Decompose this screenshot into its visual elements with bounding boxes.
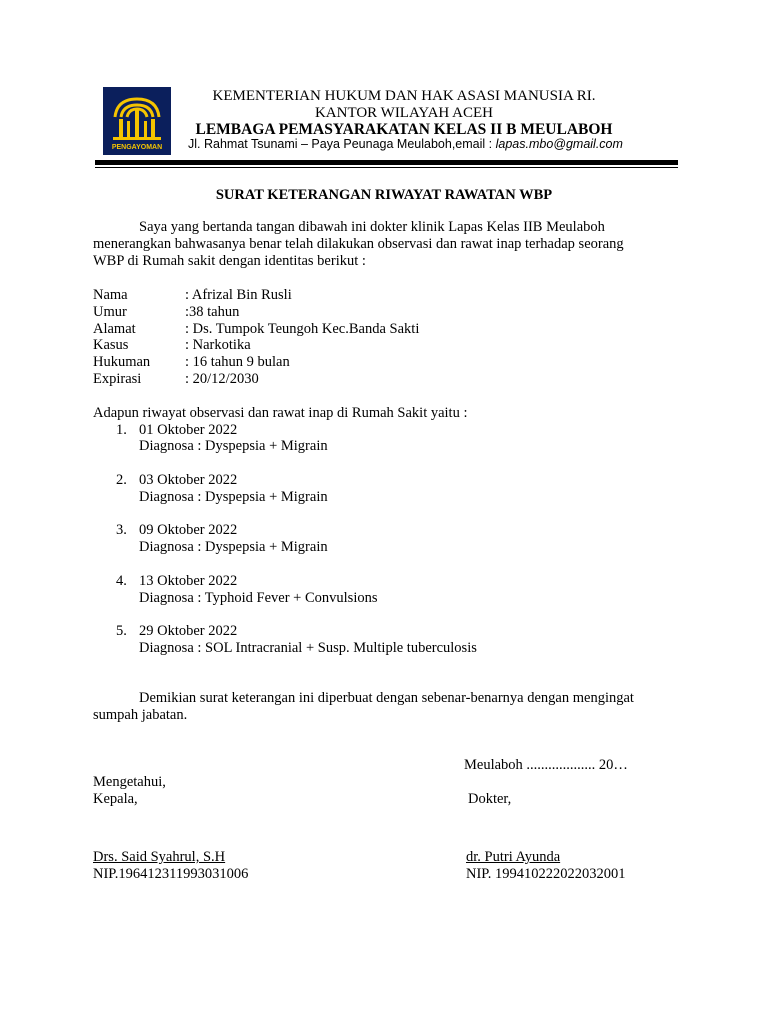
identity-label: Nama bbox=[93, 287, 128, 303]
header-regional-office: KANTOR WILAYAH ACEH bbox=[314, 105, 494, 121]
history-diagnosis: Diagnosa : SOL Intracranial + Susp. Multiple tuberculosis bbox=[139, 640, 477, 656]
history-diagnosis: Diagnosa : Dyspepsia + Migrain bbox=[139, 438, 328, 454]
document-title: SURAT KETERANGAN RIWAYAT RAWATAN WBP bbox=[215, 187, 553, 203]
history-date: 09 Oktober 2022 bbox=[139, 522, 238, 538]
address-text: Jl. Rahmat Tsunami – Paya Peunaga Meulaboh,email : bbox=[188, 137, 496, 151]
history-number: 2. bbox=[116, 472, 127, 488]
header-ministry: KEMENTERIAN HUKUM DAN HAK ASASI MANUSIA RI. bbox=[212, 88, 596, 104]
identity-label: Kasus bbox=[93, 337, 129, 353]
history-number: 1. bbox=[116, 422, 127, 438]
history-intro: Adapun riwayat observasi dan rawat inap di Rumah Sakit yaitu : bbox=[93, 405, 468, 421]
logo-text: PENGAYOMAN bbox=[111, 144, 163, 151]
doctor-name: dr. Putri Ayunda bbox=[466, 849, 561, 865]
place-date: Meulaboh ................... 20… bbox=[464, 757, 628, 773]
identity-label: Hukuman bbox=[93, 354, 151, 370]
identity-value: : 16 tahun 9 bulan bbox=[185, 354, 290, 370]
acknowledged-label: Mengetahui, bbox=[93, 774, 166, 790]
history-diagnosis: Diagnosa : Typhoid Fever + Convulsions bbox=[139, 590, 378, 606]
email-text: lapas.mbo@gmail.com bbox=[495, 137, 623, 151]
head-role: Kepala, bbox=[93, 791, 138, 807]
closing-line-1: Demikian surat keterangan ini diperbuat dengan sebenar-benarnya dengan mengingat bbox=[139, 690, 634, 706]
history-date: 03 Oktober 2022 bbox=[139, 472, 238, 488]
history-number: 4. bbox=[116, 573, 127, 589]
identity-label: Umur bbox=[93, 304, 127, 320]
header-address bbox=[188, 137, 623, 151]
header-institution: LEMBAGA PEMASYARAKATAN KELAS II B MEULABOH bbox=[195, 121, 613, 138]
history-diagnosis: Diagnosa : Dyspepsia + Migrain bbox=[139, 489, 328, 505]
intro-line-3: WBP di Rumah sakit dengan identitas berikut : bbox=[93, 253, 366, 269]
identity-label: Expirasi bbox=[93, 371, 142, 387]
header-rule-thin bbox=[95, 167, 678, 168]
history-date: 29 Oktober 2022 bbox=[139, 623, 238, 639]
identity-value: : Narkotika bbox=[185, 337, 251, 353]
intro-line-2: menerangkan bahwasanya benar telah dilakukan observasi dan rawat inap terhadap seorang bbox=[93, 236, 624, 252]
doctor-role: Dokter, bbox=[468, 791, 512, 807]
identity-value: :38 tahun bbox=[185, 304, 240, 320]
intro-line-1: Saya yang bertanda tangan dibawah ini dokter klinik Lapas Kelas IIB Meulaboh bbox=[139, 219, 605, 235]
head-nip: NIP.196412311993031006 bbox=[93, 866, 249, 882]
history-number: 5. bbox=[116, 623, 127, 639]
identity-label: Alamat bbox=[93, 321, 136, 337]
history-diagnosis: Diagnosa : Dyspepsia + Migrain bbox=[139, 539, 328, 555]
closing-line-2: sumpah jabatan. bbox=[93, 707, 188, 723]
identity-value: : Ds. Tumpok Teungoh Kec.Banda Sakti bbox=[185, 321, 420, 337]
doctor-nip: NIP. 199410222022032001 bbox=[466, 866, 626, 882]
history-date: 13 Oktober 2022 bbox=[139, 573, 238, 589]
history-number: 3. bbox=[116, 522, 127, 538]
header-rule-thick bbox=[95, 160, 678, 165]
head-name: Drs. Said Syahrul, S.H bbox=[93, 849, 226, 865]
identity-value: : 20/12/2030 bbox=[185, 371, 259, 387]
history-date: 01 Oktober 2022 bbox=[139, 422, 238, 438]
identity-value: : Afrizal Bin Rusli bbox=[185, 287, 292, 303]
